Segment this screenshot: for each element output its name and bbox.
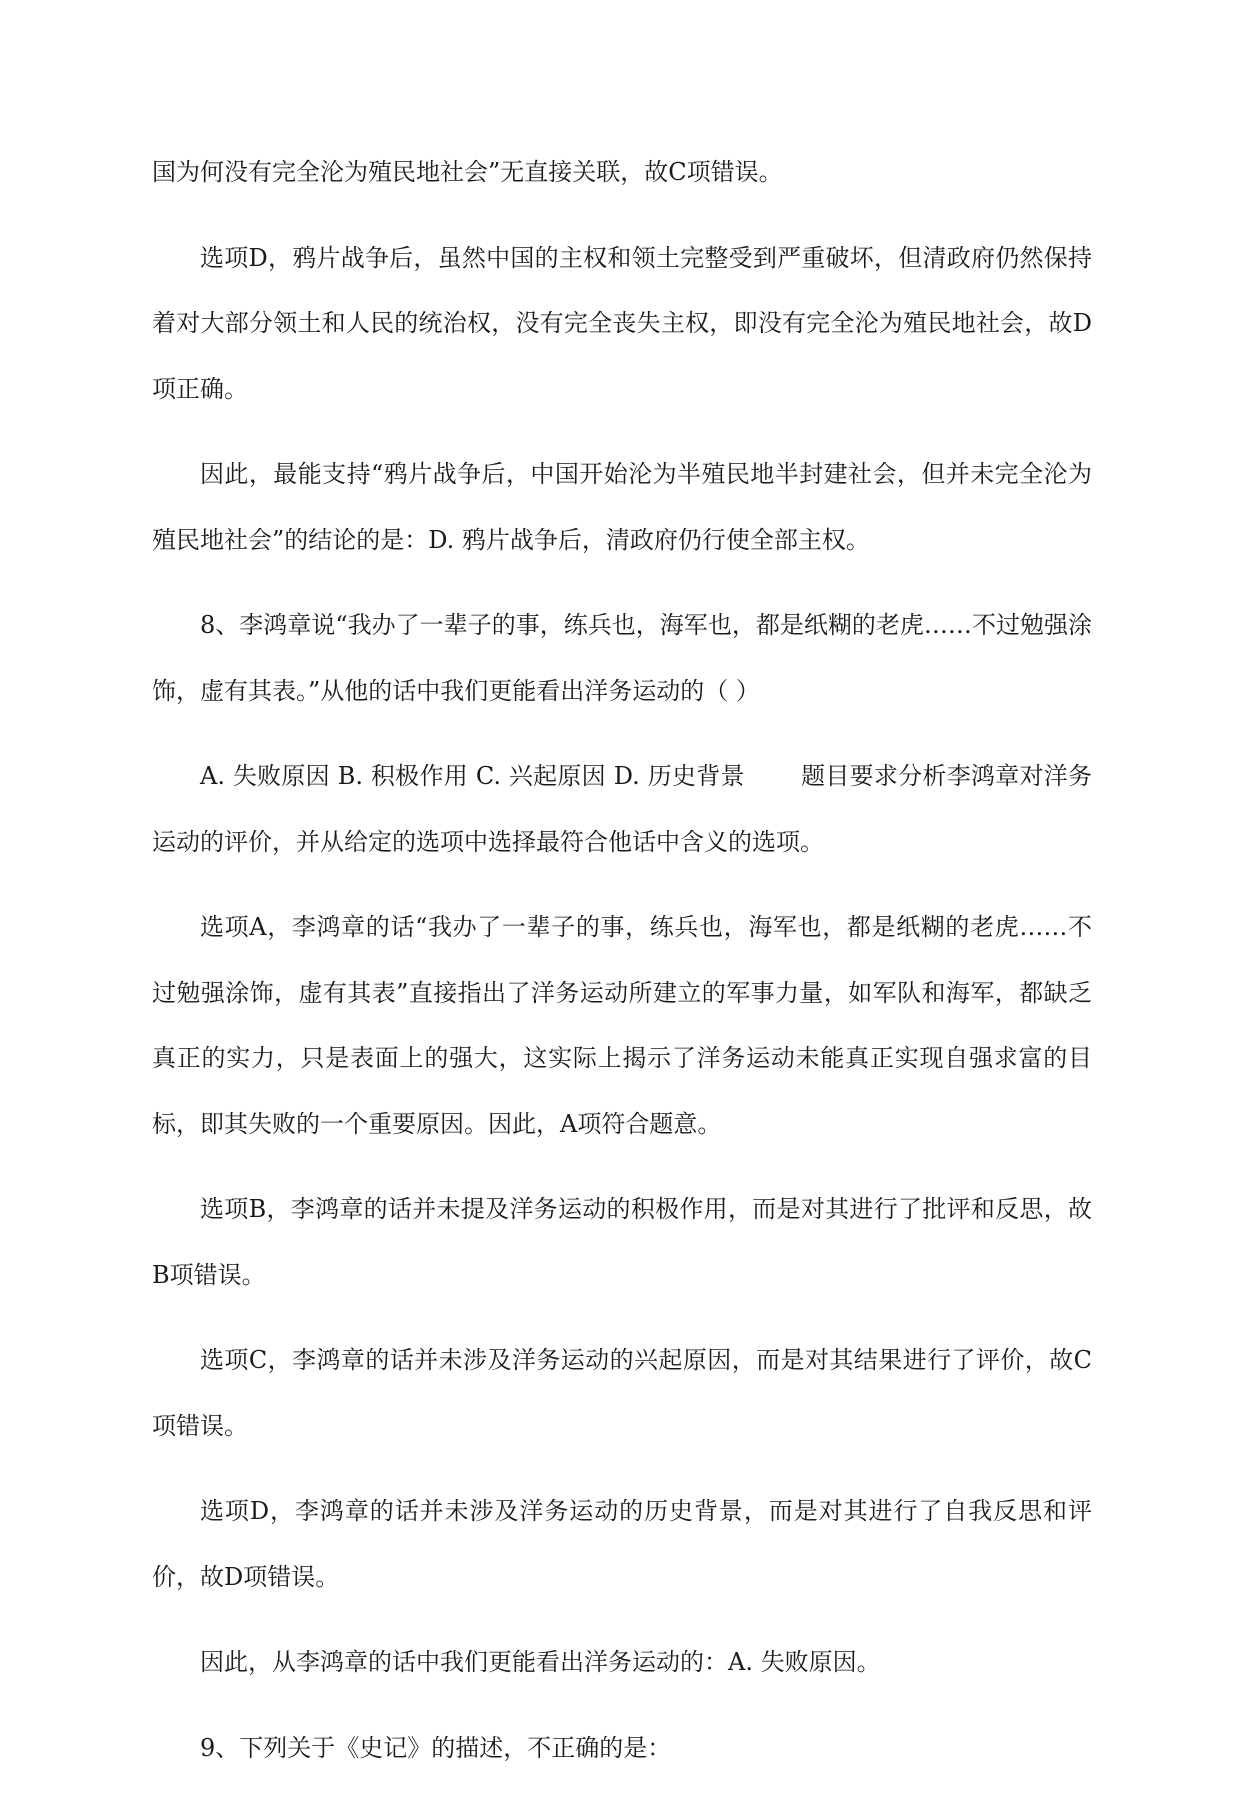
question-9: 9、下列关于《史记》的描述，不正确的是：	[200, 1733, 672, 1762]
paragraph-option-d: 选项D，鸦片战争后，虽然中国的主权和领土完整受到严重破坏，但清政府仍然保持着对大部分领土和人民的统治权，没有完全丧失主权，即没有完全沦为殖民地社会，故D项正确。	[152, 243, 1092, 403]
paragraph-q8-option-a: 选项A，李鸿章的话“我办了一辈子的事，练兵也，海军也，都是纸糊的老虎……不过勉强涂饰，虚有其表”直接指出了洋务运动所建立的军事力量，如军队和海军，都缺乏真正的实力，只是表面上的强大，这实际上揭示了洋务运动未能真正实现自强求富的目标，即其失败的一个重要原因。因此，A项符合题意。	[152, 913, 1092, 1138]
paragraph-conclusion-q7: 因此，最能支持“鸦片战争后，中国开始沦为半殖民地半封建社会，但并未完全沦为殖民地社会”的结论的是：D. 鸦片战争后，清政府仍行使全部主权。	[152, 460, 1092, 554]
question-8: 8、李鸿章说“我办了一辈子的事，练兵也，海军也，都是纸糊的老虎……不过勉强涂饰，虚有其表。”从他的话中我们更能看出洋务运动的（ ）	[152, 611, 1092, 705]
paragraph-q8-option-c: 选项C，李鸿章的话并未涉及洋务运动的兴起原因，而是对其结果进行了评价，故C项错误。	[152, 1346, 1092, 1440]
paragraph-option-c-continuation: 国为何没有完全沦为殖民地社会”无直接关联，故C项错误。	[152, 158, 783, 186]
paragraph-q8-option-d: 选项D，李鸿章的话并未涉及洋务运动的历史背景，而是对其进行了自我反思和评价，故D项错误。	[152, 1497, 1092, 1591]
paragraph-conclusion-q8: 因此，从李鸿章的话中我们更能看出洋务运动的：A. 失败原因。	[200, 1648, 881, 1676]
paragraph-q8-option-b: 选项B，李鸿章的话并未提及洋务运动的积极作用，而是对其进行了批评和反思，故B项错误。	[152, 1195, 1092, 1289]
document-body	[152, 140, 1092, 1801]
question-8-options: A. 失败原因 B. 积极作用 C. 兴起原因 D. 历史背景 题目要求分析李鸿章对洋务运动的评价，并从给定的选项中选择最符合他话中含义的选项。	[152, 762, 1092, 856]
